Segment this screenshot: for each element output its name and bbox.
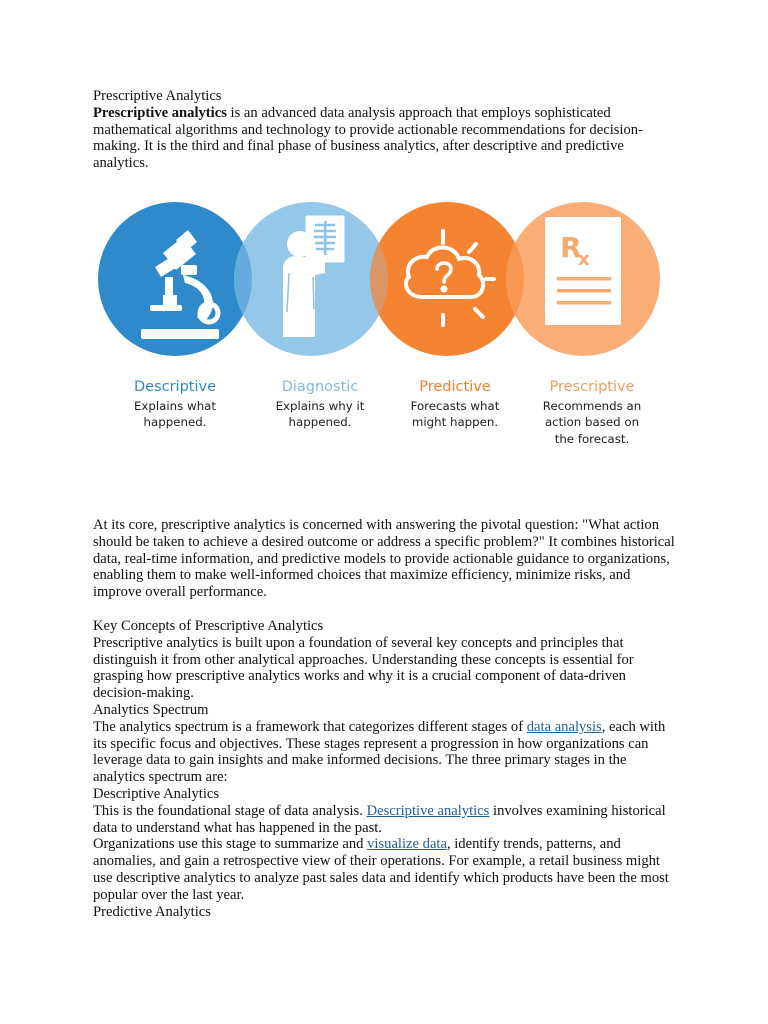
descriptive-paragraph-2 bbox=[93, 836, 678, 903]
descriptive-text: involves examining historical data to understand what has happened in the past. bbox=[93, 802, 666, 836]
stage-title: Predictive bbox=[419, 378, 491, 395]
prescription-icon bbox=[545, 217, 621, 325]
spectrum-text: The analytics spectrum is a framework that categorizes different stages of bbox=[93, 718, 527, 735]
descriptive-text: , identify trends, patterns, and anomalies, and gain a retrospective view of their operations. For example, a retail business might use descriptive analytics to analyze past sales data and identify which products have been the most popular over the last year. bbox=[93, 836, 669, 903]
stage-description: Explains what happened. bbox=[133, 398, 217, 430]
page-heading: Prescriptive Analytics bbox=[93, 88, 222, 104]
stage-predictive bbox=[385, 378, 525, 431]
stage-title: Diagnostic bbox=[281, 378, 359, 395]
intro-bold-term: Prescriptive analytics bbox=[93, 104, 227, 121]
stage-title: Descriptive bbox=[133, 378, 217, 395]
stage-description: Forecasts what might happen. bbox=[410, 398, 500, 430]
data-analysis-link[interactable]: data analysis bbox=[526, 718, 602, 735]
descriptive-text: Organizations use this stage to summarize and bbox=[93, 836, 368, 853]
descriptive-analytics-link[interactable]: Descriptive analytics bbox=[366, 802, 490, 819]
spectrum-heading: Analytics Spectrum bbox=[93, 701, 209, 718]
svg-text:x: x bbox=[578, 248, 590, 270]
analytics-stages-figure bbox=[93, 197, 678, 497]
descriptive-paragraph-1 bbox=[93, 803, 678, 837]
key-concepts-heading: Key Concepts of Prescriptive Analytics bbox=[93, 617, 324, 634]
spectrum-paragraph bbox=[93, 719, 678, 786]
intro-text: is an advanced data analysis approach that employs sophisticated mathematical algorithms and technology to provide actionable recommendations for decision-making. It is the third and final phase of business analytics, after descriptive and predictive analytics. bbox=[93, 104, 643, 172]
stage-title: Prescriptive bbox=[549, 378, 635, 395]
stage-description: Explains why it happened. bbox=[275, 398, 365, 430]
stage-prescriptive bbox=[522, 378, 662, 448]
descriptive-heading: Descriptive Analytics bbox=[93, 785, 220, 802]
descriptive-text: This is the foundational stage of data analysis. bbox=[93, 802, 367, 819]
predictive-heading: Predictive Analytics bbox=[93, 903, 211, 920]
predictive-circle bbox=[370, 202, 524, 356]
visualize-data-link[interactable]: visualize data bbox=[367, 836, 447, 853]
key-concepts-paragraph: Prescriptive analytics is built upon a foundation of several key concepts and principles that distinguish it from other analytical approaches. Understanding these concepts is essential for grasping how prescriptive analytics works and why it is a crucial component of data-driven decision-making. bbox=[93, 634, 634, 702]
core-paragraph: At its core, prescriptive analytics is concerned with answering the pivotal question: "What action should be taken to achieve a desired outcome or address a specific problem?" It combines historical data, real-time information, and predictive models to provide actionable guidance to organizations, enabling them to make well-informed choices that maximize efficiency, minimize risks, and improve overall performance. bbox=[93, 516, 675, 601]
stage-diagnostic bbox=[250, 378, 390, 431]
stage-description: Recommends an action based on the forecast. bbox=[542, 398, 642, 446]
stage-descriptive bbox=[105, 378, 245, 431]
intro-paragraph bbox=[93, 105, 678, 172]
svg-text:R: R bbox=[560, 230, 582, 264]
document-page bbox=[93, 88, 678, 920]
spectrum-text: , each with its specific focus and objectives. These stages represent a progression in how organizations can leverage data to gain insights and make informed decisions. The three primary stages in the analytics spectrum are: bbox=[93, 718, 666, 786]
stages-graphic bbox=[93, 197, 678, 497]
